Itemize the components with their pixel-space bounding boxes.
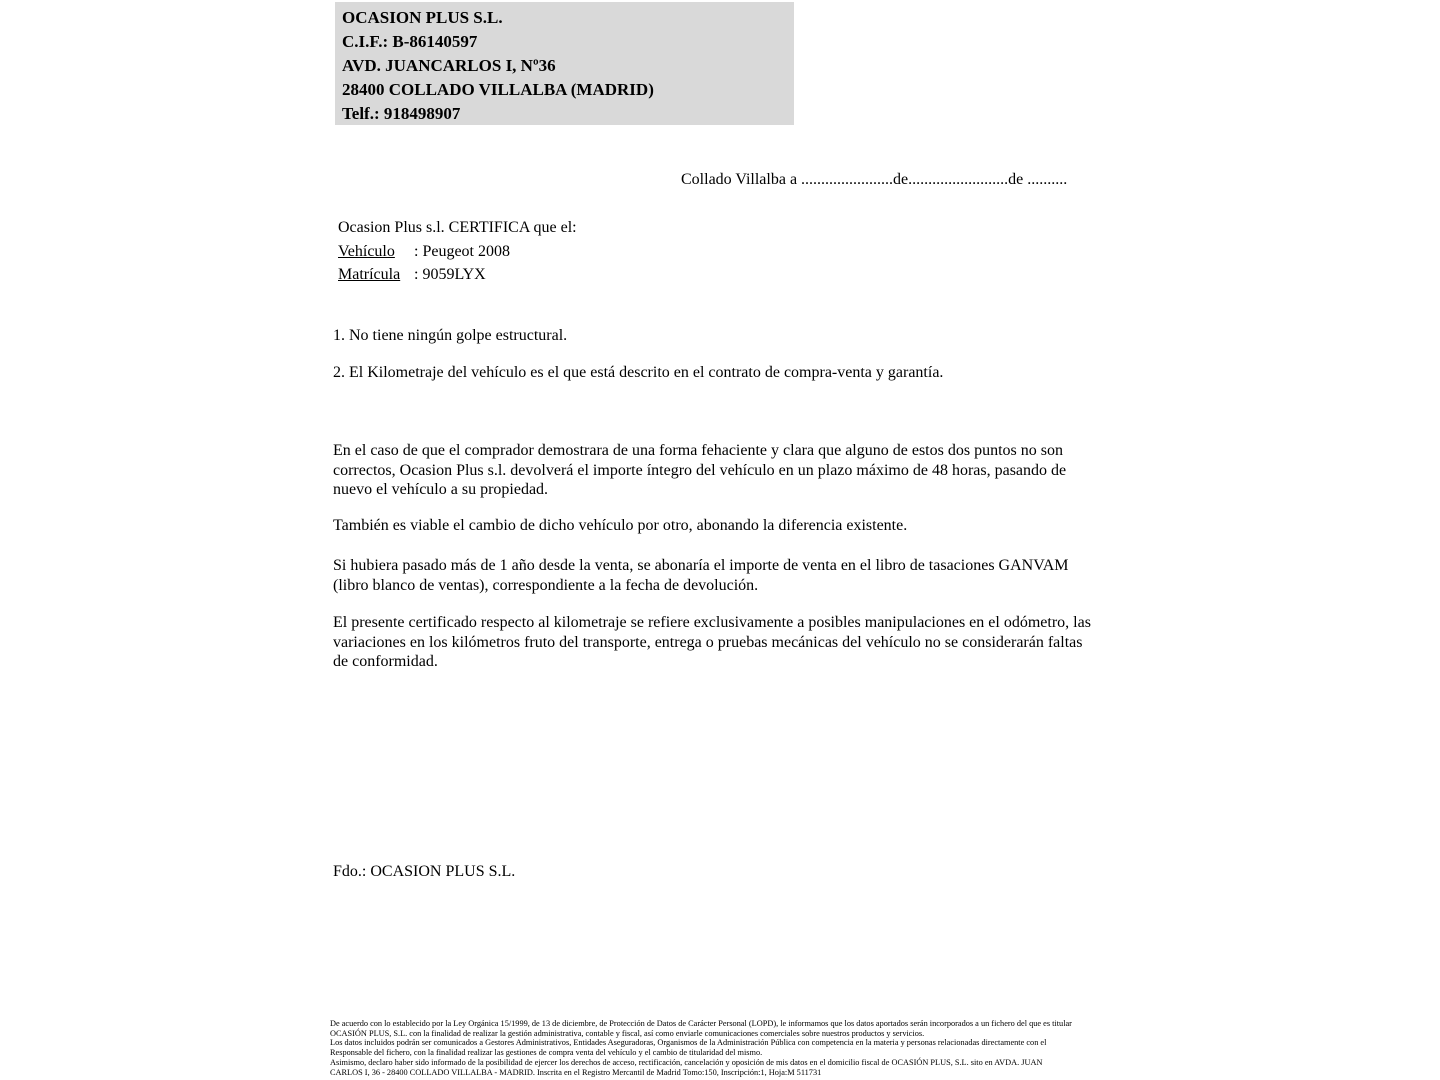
paragraph-vehicle-exchange: También es viable el cambio de dicho vehículo por otro, abonando la diferencia existente. <box>333 517 908 534</box>
vehicle-row <box>338 240 577 264</box>
company-name: OCASION PLUS S.L. <box>342 8 503 27</box>
point-structural-damage: 1. No tiene ningún golpe estructural. <box>333 327 568 344</box>
legal-line: De acuerdo con lo establecido por la Ley Orgánica 15/1999, de 13 de diciembre, de Protección de Datos de Carácter Personal (LOPD), le informamos que los datos aportados serán incorporados a un fichero del que es titular <box>330 1019 1072 1028</box>
vehicle-value: : Peugeot 2008 <box>414 242 510 260</box>
plate-label: Matrícula <box>338 266 401 283</box>
legal-line: Los datos incluidos podrán ser comunicados a Gestores Administrativos, Entidades Aseguradoras, Organismos de la Administración Pública con competencia en la materia y personas relacionadas directamente con el <box>330 1038 1047 1048</box>
paragraph-ganvam-valuation: Si hubiera pasado más de 1 año desde la venta, se abonaría el importe de venta en el libro de tasaciones GANVAM (libro blanco de ventas), correspondiente a la fecha de devolución. <box>333 557 1069 594</box>
vehicle-label-wrap <box>338 240 414 264</box>
date-line: Collado Villalba a .......................de.........................de .......... <box>681 171 1068 188</box>
vehicle-label: Vehículo <box>338 242 395 260</box>
company-city: 28400 COLLADO VILLALBA (MADRID) <box>342 80 654 99</box>
company-header-box <box>335 2 794 125</box>
plate-value: : 9059LYX <box>414 266 486 283</box>
paragraph-odometer-disclaimer: El presente certificado respecto al kilometraje se refiere exclusivamente a posibles manipulaciones en el odómetro, las variaciones en los kilómetros fruto del transporte, entrega o pruebas mecánicas del vehículo no se considerarán faltas de conformidad. <box>333 614 1091 671</box>
certify-block <box>338 216 577 287</box>
company-address: AVD. JUANCARLOS I, Nº36 <box>342 56 556 75</box>
legal-line: Asimismo, declaro haber sido informado de la posibilidad de ejercer los derechos de acceso, rectificación, cancelación y oposición de mis datos en el domicilio fiscal de OCASIÓN PLUS, S.L. sito en AVDA. JUAN <box>330 1057 1043 1067</box>
point-mileage: 2. El Kilometraje del vehículo es el que está descrito en el contrato de compra-venta y garantía. <box>333 364 944 381</box>
company-phone: Telf.: 918498907 <box>342 104 461 123</box>
plate-label-wrap <box>338 263 414 287</box>
legal-line: CARLOS I, 36 - 28400 COLLADO VILLALBA - MADRID. Inscrita en el Registro Mercantil de Madrid Tomo:150, Inscripción:1, Hoja:M 511731 <box>330 1067 822 1077</box>
plate-row <box>338 263 577 287</box>
legal-line: Responsable del fichero, con la finalidad realizar las gestiones de compra venta del vehículo y el cambio de titularidad del mismo. <box>330 1048 763 1058</box>
certify-intro: Ocasion Plus s.l. CERTIFICA que el: <box>338 219 577 236</box>
company-cif: C.I.F.: B-86140597 <box>342 32 478 51</box>
paragraph-refund-guarantee: En el caso de que el comprador demostrara de una forma fehaciente y clara que alguno de estos dos puntos no son correctos, Ocasion Plus s.l. devolverá el importe íntegro del vehículo en un plazo máximo de 48 horas, pasando de nuevo el vehículo a su propiedad. <box>333 442 1067 499</box>
legal-fineprint <box>330 1019 1072 1077</box>
legal-line: OCASIÓN PLUS, S.L. con la finalidad de realizar la gestión administrativa, contable y fiscal, así como enviarle comunicaciones comerciales sobre nuestros productos y servicios. <box>330 1028 925 1038</box>
signature-line: Fdo.: OCASION PLUS S.L. <box>333 863 516 880</box>
